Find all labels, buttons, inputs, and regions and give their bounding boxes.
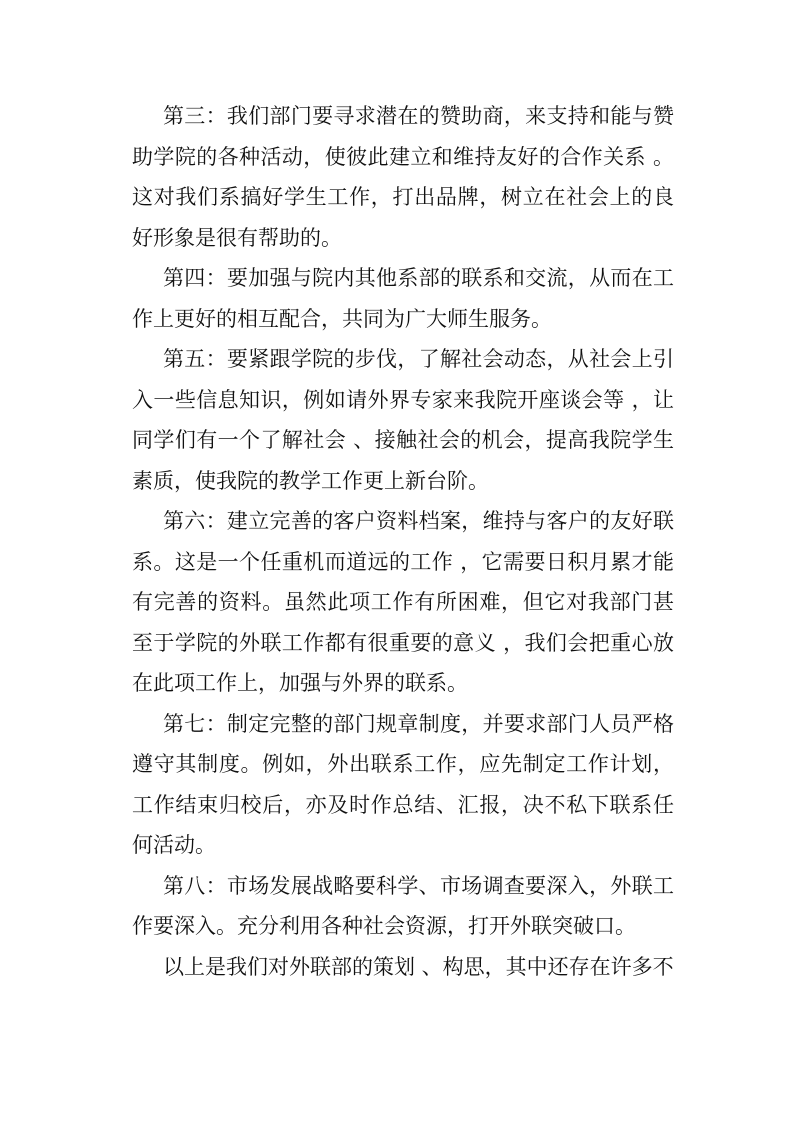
body-text [132,96,674,987]
paragraph-conclusion: 以上是我们对外联部的策划 、构思，其中还存在许多不 [163,954,674,979]
paragraph-8-market-strategy: 第八：市场发展战略要科学、市场调查要深入，外联工作要深入。充分利用各种社会资源，打开外联突破口。 [132,873,674,938]
paragraph-6-client-records: 第六：建立完善的客户资料档案，维持与客户的友好联系。这是一个任重机而道远的工作 ，它需要日积月累才能有完善的资料。虽然此项工作有所困难，但它对我部门甚至于学院的外联工作都有很重要的意义 ，我们会把重心放在此项工作上，加强与外界的联系。 [132,509,674,695]
paragraph-4-cooperation: 第四：要加强与院内其他系部的联系和交流，从而在工作上更好的相互配合，共同为广大师生服务。 [132,266,674,331]
paragraph-3-sponsors: 第三：我们部门要寻求潜在的赞助商，来支持和能与赞助学院的各种活动，使彼此建立和维持友好的合作关系 。这对我们系搞好学生工作，打出品牌，树立在社会上的良好形象是很有帮助的。 [132,104,674,250]
paragraph-5-social-trends: 第五：要紧跟学院的步伐，了解社会动态，从社会上引入一些信息知识，例如请外界专家来我院开座谈会等 ，让同学们有一个了解社会 、接触社会的机会，提高我院学生素质，使我院的教学工作更上新台阶。 [132,347,674,493]
paragraph-7-regulations: 第七：制定完整的部门规章制度，并要求部门人员严格遵守其制度。例如，外出联系工作，应先制定工作计划，工作结束归校后，亦及时作总结、汇报，决不私下联系任何活动。 [132,711,674,857]
